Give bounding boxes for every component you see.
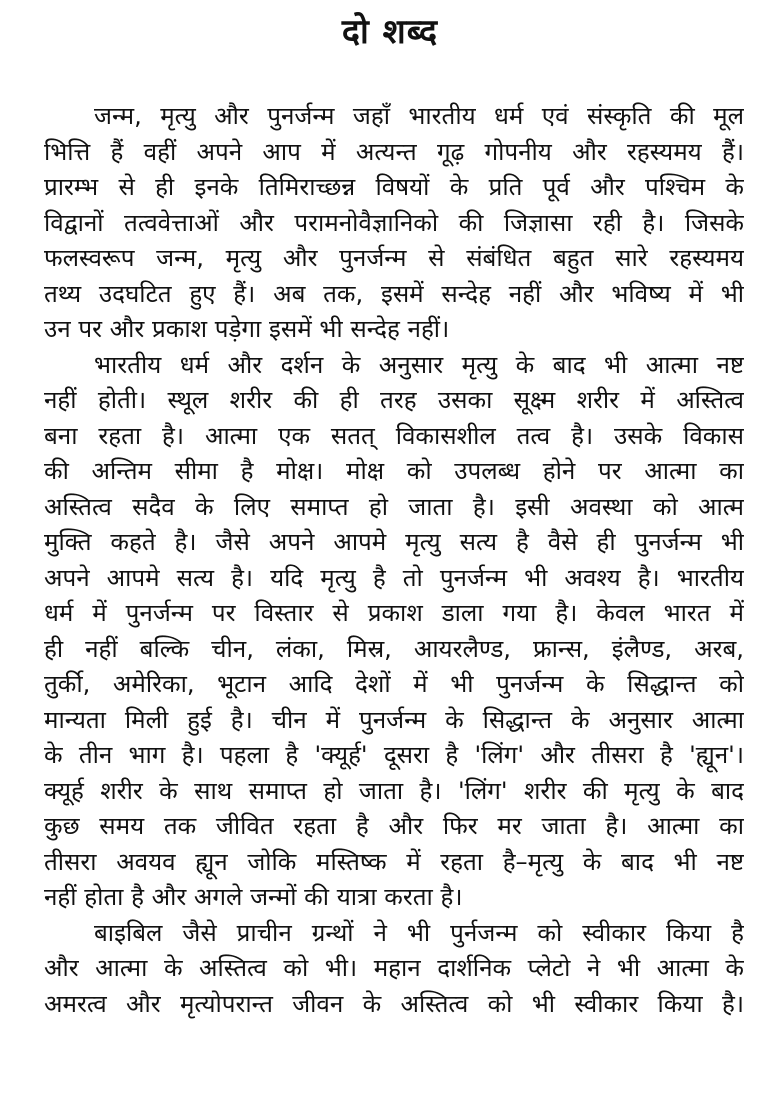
text-line: धर्म में पुनर्जन्म पर विस्तार से प्रकाश डाला गया है। केवल भारत में <box>44 599 744 627</box>
text-line: तथ्य उदघटित हुए हैं। अब तक, इसमें सन्देह नहीं और भविष्य में भी <box>44 279 744 308</box>
text-line: मान्यता मिली हुई है। चीन में पुनर्जन्म के सिद्धान्त के अनुसार आत्मा <box>44 705 744 734</box>
text-line: और आत्मा के अस्तित्व को भी। महान दार्शनिक प्लेटो ने भी आत्मा के <box>44 954 744 982</box>
text-line: नहीं होती। स्थूल शरीर की ही तरह उसका सूक्ष्म शरीर में अस्तित्व <box>44 386 744 414</box>
text-line: भित्ति हैं वहीं अपने आप में अत्यन्त गूढ़ गोपनीय और रहस्यमय हैं। <box>44 137 744 166</box>
text-line: जन्म, मृत्यु और पुनर्जन्म जहाँ भारतीय धर्म एवं संस्कृति की मूल <box>94 102 744 130</box>
text-line: बाइबिल जैसे प्राचीन ग्रन्थों ने भी पुर्नजन्म को स्वीकार किया है <box>94 918 744 947</box>
body-text <box>44 99 744 1022</box>
text-line: प्रारम्भ से ही इनके तिमिराच्छन्न विषयों के प्रति पूर्व और पश्चिम के <box>44 173 744 201</box>
text-line: तुर्की, अमेरिका, भूटान आदि देशों में भी पुनर्जन्म के सिद्धान्त को <box>44 670 744 698</box>
page-title: दो शब्द <box>341 12 439 52</box>
paragraph-3 <box>44 916 744 1023</box>
paragraph-1 <box>44 99 744 348</box>
text-line: क्यूर्ह शरीर के साथ समाप्त हो जाता है। 'लिंग' शरीर की मृत्यु के बाद <box>44 776 744 805</box>
text-line: विद्वानों तत्ववेत्ताओं और परामनोवैज्ञानिको की जिज्ञासा रही है। जिसके <box>44 208 744 237</box>
text-line: ही नहीं बल्कि चीन, लंका, मिस्र, आयरलैण्ड, फ्रान्स, इंलैण्ड, अरब, <box>44 634 744 663</box>
text-line: मुक्ति कहते है। जैसे अपने आपमे मृत्यु सत्य है वैसे ही पुनर्जन्म भी <box>44 528 744 556</box>
text-line: उन पर और प्रकाश पड़ेगा इसमें भी सन्देह नहीं। <box>44 315 450 343</box>
text-line: के तीन भाग है। पहला है 'क्यूर्ह' दूसरा है 'लिंग' और तीसरा है 'ह्यून'। <box>44 741 744 769</box>
paragraph-2 <box>44 348 744 916</box>
text-line: अमरत्व और मृत्योपरान्त जीवन के अस्तित्व को भी स्वीकार किया है। <box>44 989 744 1018</box>
text-line: बना रहता है। आत्मा एक सतत् विकासशील तत्व है। उसके विकास <box>44 421 744 450</box>
text-line: फलस्वरूप जन्म, मृत्यु और पुनर्जन्म से संबंधित बहुत सारे रहस्यमय <box>44 244 744 272</box>
text-line: अपने आपमे सत्य है। यदि मृत्यु है तो पुनर्जन्म भी अवश्य है। भारतीय <box>44 563 744 592</box>
text-line: भारतीय धर्म और दर्शन के अनुसार मृत्यु के बाद भी आत्मा नष्ट <box>94 350 744 379</box>
text-line: अस्तित्व सदैव के लिए समाप्त हो जाता है। इसी अवस्था को आत्म <box>44 492 744 521</box>
text-line: की अन्तिम सीमा है मोक्ष। मोक्ष को उपलब्ध होने पर आत्मा का <box>44 457 744 485</box>
text-line: कुछ समय तक जीवित रहता है और फिर मर जाता है। आत्मा का <box>44 812 744 840</box>
text-line: तीसरा अवयव ह्यून जोकि मस्तिष्क में रहता है–मृत्यु के बाद भी नष्ट <box>44 847 744 876</box>
text-line: नहीं होता है और अगले जन्मों की यात्रा करता है। <box>44 883 463 911</box>
